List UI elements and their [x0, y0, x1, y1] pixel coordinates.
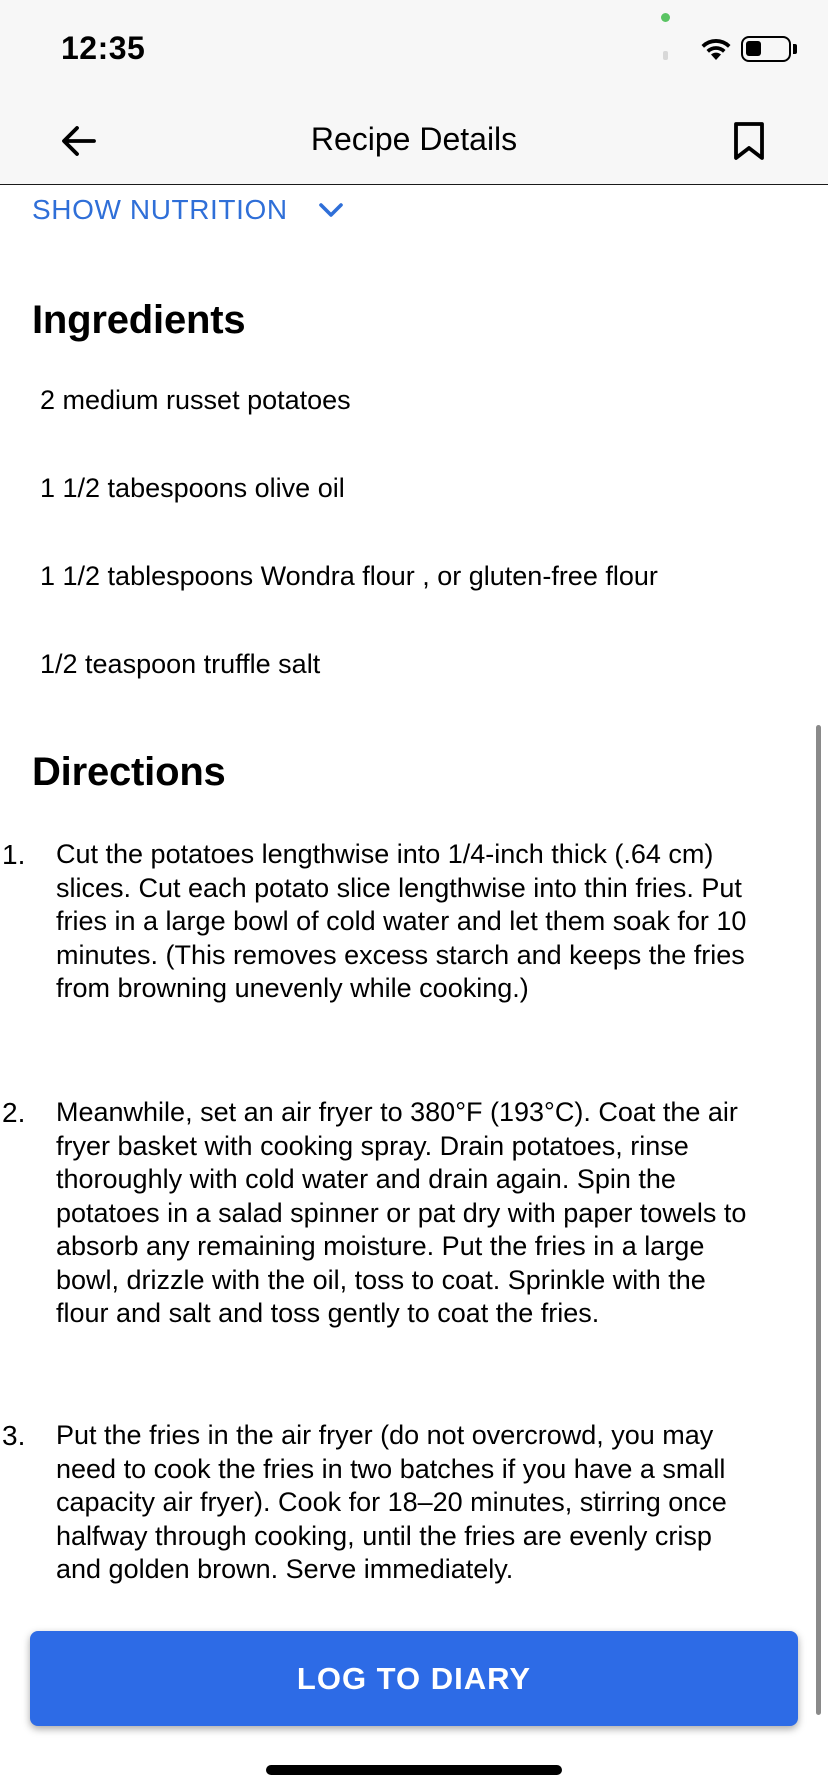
wifi-icon [698, 36, 734, 62]
chevron-down-icon [316, 200, 346, 220]
status-time: 12:35 [61, 30, 146, 66]
page-title: Recipe Details [310, 121, 518, 157]
show-nutrition-toggle[interactable] [32, 190, 346, 230]
status-bar [0, 0, 828, 95]
ingredient-item: 1 1/2 tabespoons olive oil [40, 473, 345, 503]
privacy-indicator-dot [661, 13, 670, 22]
show-nutrition-label: SHOW NUTRITION [32, 194, 288, 225]
step-number: 2. [2, 1097, 26, 1128]
log-to-diary-button[interactable]: LOG TO DIARY [30, 1631, 798, 1726]
step-number: 3. [2, 1420, 26, 1451]
step-text: Put the fries in the air fryer (do not overcrowd, you may need to cook the fries in two batches if you have a small capacity air fryer). Cook for 18–20 minutes, stirring once halfway through cooking, until the fries are evenly crisp and golden brown. Serve immediately. [56, 1420, 727, 1584]
ingredient-item: 2 medium russet potatoes [40, 385, 351, 415]
ingredient-item: 1/2 teaspoon truffle salt [40, 649, 321, 679]
directions-heading: Directions [32, 750, 226, 794]
step-text: Cut the potatoes lengthwise into 1/4-inch thick (.64 cm) slices. Cut each potato slice lengthwise into thin fries. Put fries in a large bowl of cold water and let them soak for 10 minutes. (This removes excess starch and keeps the fries from browning unevenly while cooking.) [56, 839, 747, 1003]
step-text: Meanwhile, set an air fryer to 380°F (193°C). Coat the air fryer basket with cooking spray. Drain potatoes, rinse thoroughly with cold water and drain again. Spin the potatoes in a salad spinner or pat dry with paper towels to absorb any remaining moisture. Put the fries in a large bowl, drizzle with the oil, toss to coat. Sprinkle with the flour and salt and toss gently to coat the fries. [56, 1097, 747, 1328]
bookmark-icon[interactable] [724, 115, 774, 165]
signal-indicator [663, 51, 668, 60]
battery-icon [741, 36, 791, 62]
step-number: 1. [2, 839, 26, 870]
scrollbar[interactable] [816, 725, 821, 1715]
ingredient-item: 1 1/2 tablespoons Wondra flour , or gluten-free flour [40, 561, 658, 591]
navigation-bar [0, 95, 828, 185]
home-indicator[interactable] [266, 1765, 562, 1775]
battery-cap [793, 44, 797, 54]
ingredients-heading: Ingredients [32, 298, 246, 342]
